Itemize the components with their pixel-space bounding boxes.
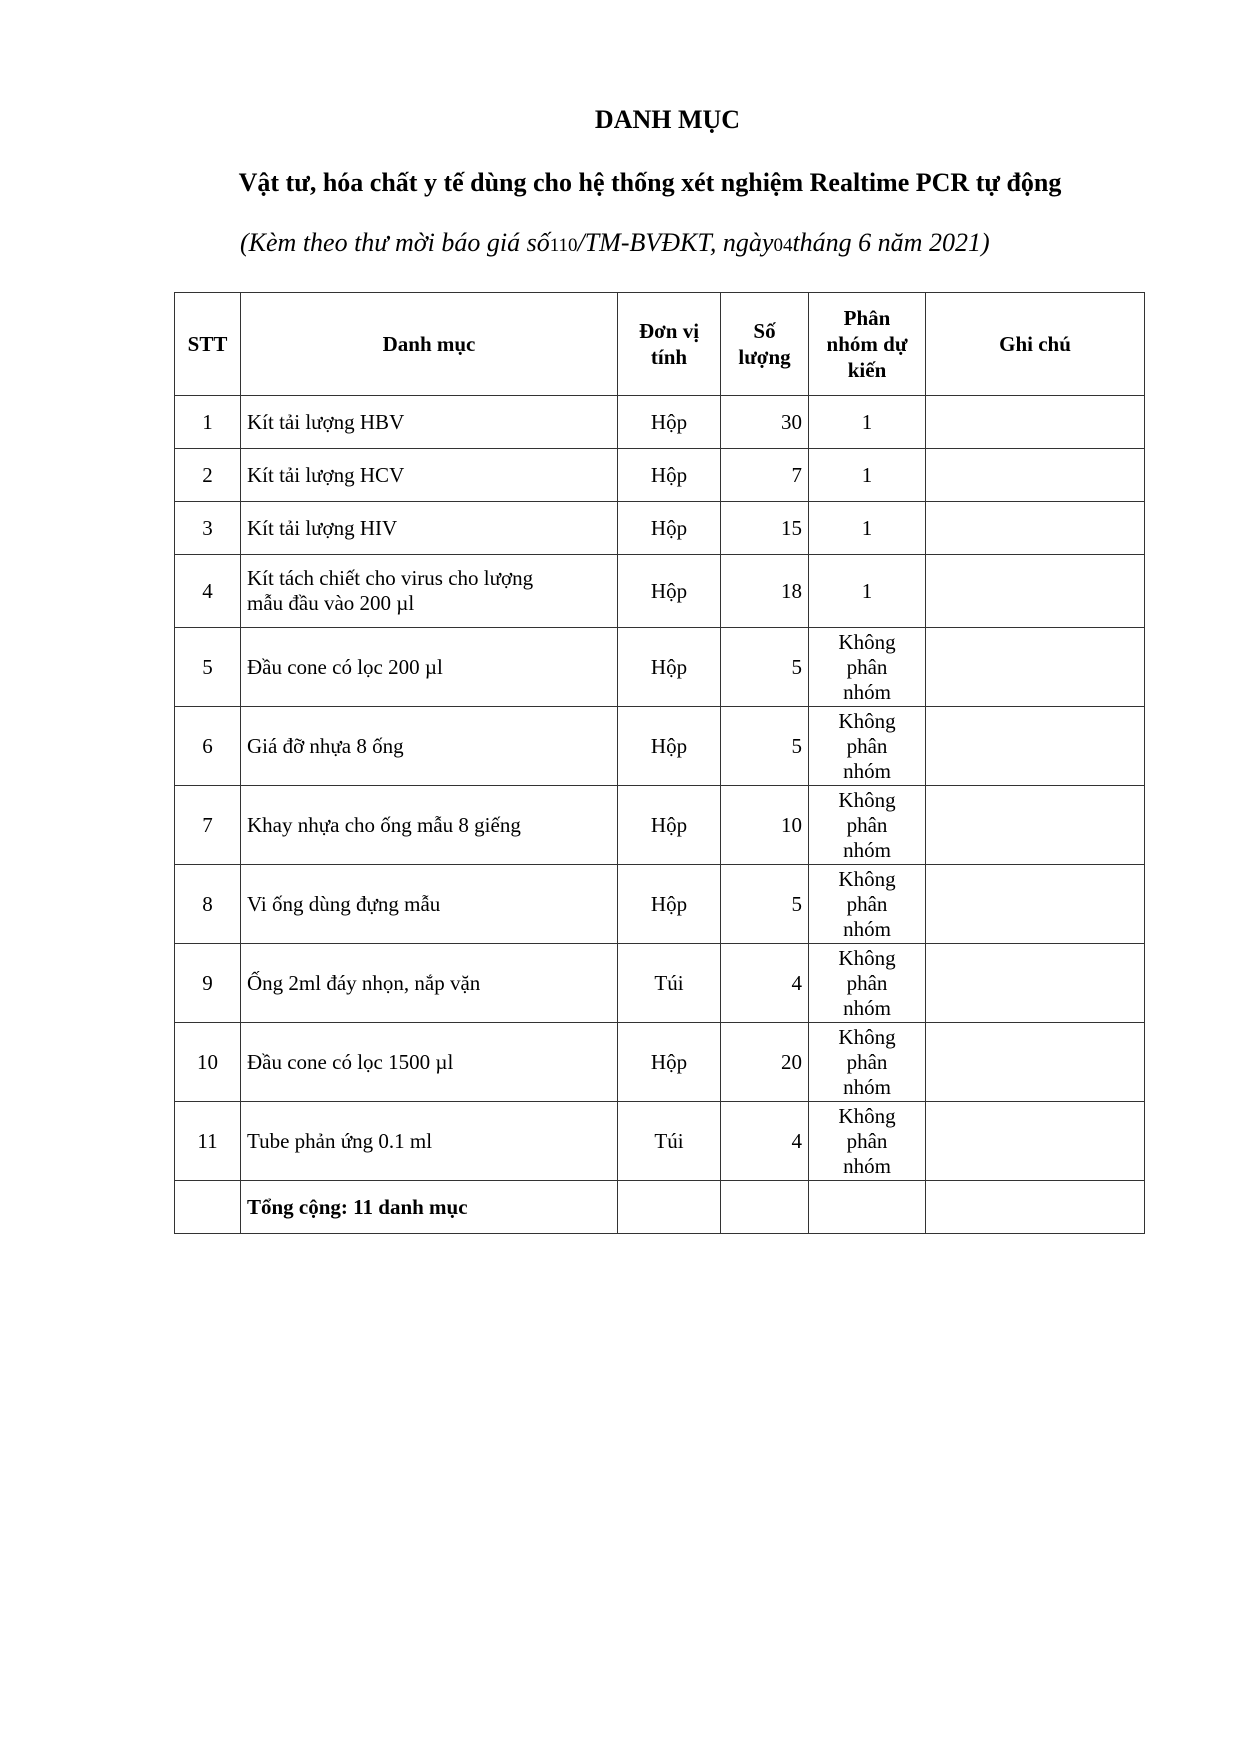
row-group xyxy=(809,449,926,502)
table-row xyxy=(175,944,1145,1023)
row-unit: Hộp xyxy=(618,1023,721,1102)
items-table xyxy=(174,292,1145,1234)
row-qty: 7 xyxy=(721,449,809,502)
row-stt: 2 xyxy=(175,449,241,502)
attachment-prefix: (Kèm theo thư mời báo giá số xyxy=(240,228,550,257)
row-note xyxy=(926,502,1145,555)
row-unit: Hộp xyxy=(618,865,721,944)
header-group-line3: kiến xyxy=(847,358,887,382)
row-name: Đầu cone có lọc 1500 µl xyxy=(241,1023,618,1102)
total-row xyxy=(175,1181,1145,1234)
row-group-line: 1 xyxy=(861,515,873,540)
row-unit: Hộp xyxy=(618,396,721,449)
total-unit-cell xyxy=(618,1181,721,1234)
row-unit: Hộp xyxy=(618,502,721,555)
row-group xyxy=(809,944,926,1023)
row-stt: 9 xyxy=(175,944,241,1023)
total-qty-cell xyxy=(721,1181,809,1234)
row-name: Tube phản ứng 0.1 ml xyxy=(241,1102,618,1181)
header-unit xyxy=(618,293,721,396)
document-subtitle: Vật tư, hóa chất y tế dùng cho hệ thống xét nghiệm Realtime PCR tự động xyxy=(238,168,1062,197)
row-group-line: 1 xyxy=(861,409,873,434)
row-group-line: phân xyxy=(846,891,888,916)
table-row xyxy=(175,502,1145,555)
row-unit: Túi xyxy=(618,944,721,1023)
letter-day: 04 xyxy=(773,235,793,256)
row-name: Kít tải lượng HCV xyxy=(241,449,618,502)
row-name xyxy=(241,555,618,628)
row-note xyxy=(926,1102,1145,1181)
row-group xyxy=(809,786,926,865)
row-unit: Hộp xyxy=(618,449,721,502)
row-stt: 4 xyxy=(175,555,241,628)
table-row xyxy=(175,555,1145,628)
row-note xyxy=(926,707,1145,786)
attachment-middle: /TM-BVĐKT, ngày xyxy=(577,228,774,257)
table-row xyxy=(175,628,1145,707)
row-group-line: nhóm xyxy=(843,916,891,941)
row-note xyxy=(926,1023,1145,1102)
row-note xyxy=(926,786,1145,865)
row-qty: 10 xyxy=(721,786,809,865)
row-unit: Túi xyxy=(618,1102,721,1181)
row-stt: 3 xyxy=(175,502,241,555)
row-group-line: phân xyxy=(846,1049,888,1074)
row-unit: Hộp xyxy=(618,707,721,786)
row-group-line: phân xyxy=(846,812,888,837)
header-group-line2: nhóm dự xyxy=(826,332,908,356)
row-note xyxy=(926,865,1145,944)
header-qty-line2: lượng xyxy=(738,345,791,369)
row-stt: 7 xyxy=(175,786,241,865)
header-group-line1: Phân xyxy=(843,306,891,330)
row-name: Ống 2ml đáy nhọn, nắp vặn xyxy=(241,944,618,1023)
row-group-line: nhóm xyxy=(843,679,891,704)
table-row xyxy=(175,707,1145,786)
header-qty xyxy=(721,293,809,396)
header-name: Danh mục xyxy=(241,293,618,396)
row-unit: Hộp xyxy=(618,786,721,865)
row-qty: 4 xyxy=(721,1102,809,1181)
row-group-line: 1 xyxy=(861,578,873,603)
row-qty: 4 xyxy=(721,944,809,1023)
total-group-cell xyxy=(809,1181,926,1234)
row-name: Vi ống dùng đựng mẫu xyxy=(241,865,618,944)
table-row xyxy=(175,396,1145,449)
row-group-line: 1 xyxy=(861,462,873,487)
table-row xyxy=(175,865,1145,944)
row-stt: 8 xyxy=(175,865,241,944)
row-unit: Hộp xyxy=(618,555,721,628)
row-group-line: Không xyxy=(838,945,896,970)
row-stt: 1 xyxy=(175,396,241,449)
row-qty: 5 xyxy=(721,707,809,786)
row-stt: 11 xyxy=(175,1102,241,1181)
row-note xyxy=(926,944,1145,1023)
header-row xyxy=(175,293,1145,396)
row-group xyxy=(809,502,926,555)
row-group-line: nhóm xyxy=(843,758,891,783)
row-note xyxy=(926,555,1145,628)
row-group xyxy=(809,1102,926,1181)
row-name-line: Kít tách chiết cho virus cho lượng xyxy=(247,566,534,590)
row-group-line: Không xyxy=(838,1024,896,1049)
total-stt-cell xyxy=(175,1181,241,1234)
row-stt: 5 xyxy=(175,628,241,707)
table-row xyxy=(175,1023,1145,1102)
header-stt: STT xyxy=(175,293,241,396)
row-group-line: phân xyxy=(846,654,888,679)
row-group-line: nhóm xyxy=(843,995,891,1020)
row-group-line: nhóm xyxy=(843,837,891,862)
header-note: Ghi chú xyxy=(926,293,1145,396)
row-group-line: phân xyxy=(846,970,888,995)
row-note xyxy=(926,628,1145,707)
row-group xyxy=(809,555,926,628)
header-group xyxy=(809,293,926,396)
row-unit: Hộp xyxy=(618,628,721,707)
row-name: Kít tải lượng HBV xyxy=(241,396,618,449)
total-label: Tổng cộng: 11 danh mục xyxy=(241,1181,618,1234)
row-name: Khay nhựa cho ống mẫu 8 giếng xyxy=(241,786,618,865)
row-group-line: Không xyxy=(838,629,896,654)
row-group xyxy=(809,628,926,707)
row-qty: 15 xyxy=(721,502,809,555)
row-qty: 18 xyxy=(721,555,809,628)
row-name-line: mẫu đầu vào 200 µl xyxy=(247,591,415,615)
row-group xyxy=(809,707,926,786)
table-row xyxy=(175,449,1145,502)
row-group xyxy=(809,1023,926,1102)
row-group-line: phân xyxy=(846,1128,888,1153)
row-name: Đầu cone có lọc 200 µl xyxy=(241,628,618,707)
row-group xyxy=(809,396,926,449)
row-group-line: Không xyxy=(838,708,896,733)
header-unit-line2: tính xyxy=(650,345,688,369)
row-group-line: phân xyxy=(846,733,888,758)
row-stt: 6 xyxy=(175,707,241,786)
row-qty: 30 xyxy=(721,396,809,449)
row-group xyxy=(809,865,926,944)
row-qty: 5 xyxy=(721,865,809,944)
row-note xyxy=(926,396,1145,449)
attachment-suffix: tháng 6 năm 2021) xyxy=(792,228,990,257)
header-qty-line1: Số xyxy=(753,319,776,343)
table-row xyxy=(175,1102,1145,1181)
total-note-cell xyxy=(926,1181,1145,1234)
header-unit-line1: Đơn vị xyxy=(638,319,700,343)
row-group-line: nhóm xyxy=(843,1153,891,1178)
row-name: Giá đỡ nhựa 8 ống xyxy=(241,707,618,786)
table-row xyxy=(175,786,1145,865)
row-group-line: nhóm xyxy=(843,1074,891,1099)
row-qty: 20 xyxy=(721,1023,809,1102)
attachment-note xyxy=(240,228,990,258)
row-note xyxy=(926,449,1145,502)
row-qty: 5 xyxy=(721,628,809,707)
row-name: Kít tải lượng HIV xyxy=(241,502,618,555)
row-group-line: Không xyxy=(838,787,896,812)
row-group-line: Không xyxy=(838,866,896,891)
row-group-line: Không xyxy=(838,1103,896,1128)
row-stt: 10 xyxy=(175,1023,241,1102)
document-title: DANH MỤC xyxy=(594,105,741,134)
letter-number: 110 xyxy=(549,235,578,256)
